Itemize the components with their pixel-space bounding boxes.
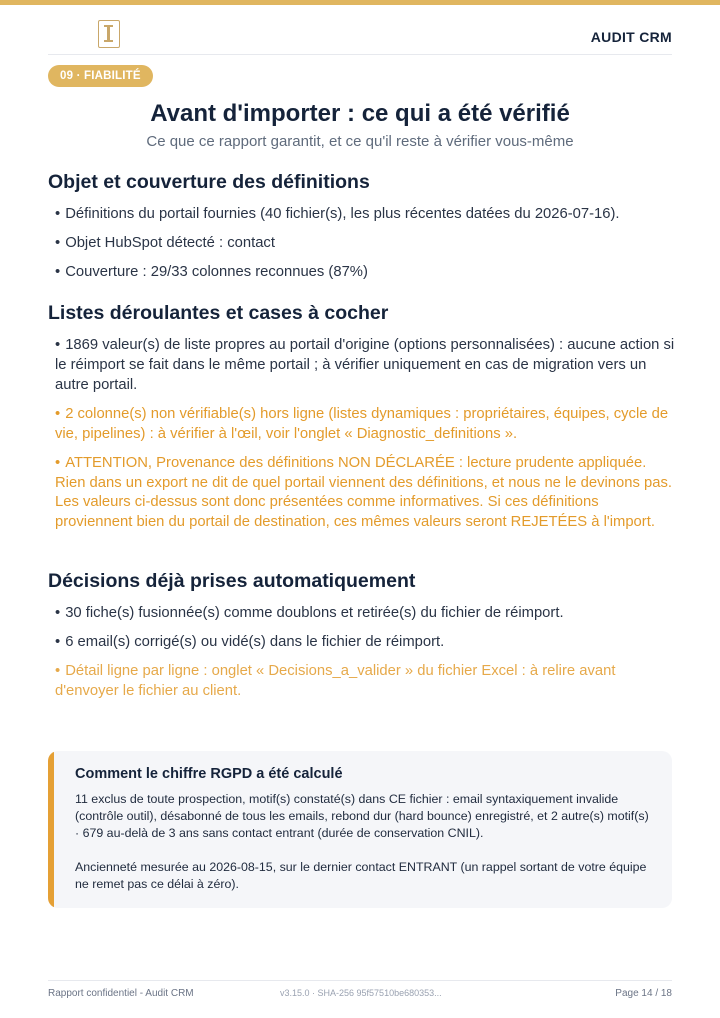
bullet-list bbox=[48, 336, 678, 533]
note-item: • Détail ligne par ligne : onglet « Decisions_a_valider » du fichier Excel : à relire avant d'envoyer le fichier au client. bbox=[55, 663, 616, 700]
pillar-logo-icon bbox=[98, 20, 120, 48]
section-heading: Objet et couverture des définitions bbox=[48, 171, 370, 193]
list-item: • Couverture : 29/33 colonnes reconnues (87%) bbox=[55, 264, 368, 281]
report-header bbox=[48, 18, 672, 55]
footer-version: v3.15.0 · SHA-256 95f57510be680353... bbox=[280, 988, 442, 998]
section-heading: Listes déroulantes et cases à cocher bbox=[48, 302, 389, 324]
section-automatic-decisions bbox=[48, 570, 678, 711]
list-item: • 30 fiche(s) fusionnée(s) comme doublons et retirée(s) du fichier de réimport. bbox=[55, 605, 564, 621]
info-box-paragraph: Ancienneté mesurée au 2026-08-15, sur le dernier contact ENTRANT (un rappel sortant de votre équipe ne remet pas ce délai à zéro). bbox=[75, 860, 647, 891]
header-title: AUDIT CRM bbox=[590, 29, 672, 45]
info-box-accent bbox=[48, 751, 54, 908]
section-badge: 09 · FIABILITÉ bbox=[48, 65, 153, 87]
top-accent-bar bbox=[0, 0, 720, 5]
section-picklists bbox=[48, 302, 678, 542]
list-item: • Définitions du portail fournies (40 fichier(s), les plus récentes datées du 2026-07-16). bbox=[55, 206, 620, 222]
page-number: Page 14 / 18 bbox=[615, 988, 672, 999]
page-title: Avant d'importer : ce qui a été vérifié bbox=[150, 100, 570, 127]
list-item: • Objet HubSpot détecté : contact bbox=[55, 235, 275, 252]
section-coverage bbox=[48, 171, 678, 293]
list-item: • 1869 valeur(s) de liste propres au portail d'origine (options personnalisées) : aucune action si le réimport se fait dans le même portail ; à vérifier uniquement en cas de migration vers un autre portail. bbox=[55, 337, 675, 393]
info-box-title: Comment le chiffre RGPD a été calculé bbox=[75, 766, 343, 782]
bullet-list bbox=[48, 604, 678, 702]
bullet-list bbox=[48, 205, 678, 283]
footer-confidential: Rapport confidentiel - Audit CRM bbox=[48, 988, 194, 999]
section-heading: Décisions déjà prises automatiquement bbox=[48, 570, 416, 592]
rgpd-info-box bbox=[48, 751, 672, 908]
warning-item: • ATTENTION, Provenance des définitions NON DÉCLARÉE : lecture prudente appliquée. Rien dans un export ne dit de quel portail viennent des définitions, et nous ne le devinons pas. Les valeurs ci-dessus sont donc présentées comme informatives. Si ces définitions proviennent bien du portail de destination, ces mêmes valeurs seront REJETÉES à l'import. bbox=[55, 454, 672, 531]
page-subtitle: Ce que ce rapport garantit, et ce qu'il reste à vérifier vous-même bbox=[146, 133, 574, 150]
list-item: • 6 email(s) corrigé(s) ou vidé(s) dans le fichier de réimport. bbox=[55, 634, 445, 651]
warning-item: • 2 colonne(s) non vérifiable(s) hors ligne (listes dynamiques : propriétaires, équipes, cycle de vie, pipelines) : à vérifier à l'œil, voir l'onglet « Diagnostic_definitions ». bbox=[55, 405, 669, 442]
info-box-paragraph: 11 exclus de toute prospection, motif(s) constaté(s) dans CE fichier : email syntaxiquement invalide (contrôle outil), désabonné de tous les emails, rebond dur (hard bounce) enregistré, et 2 autre(s) motif(s) · 679 au-delà de 3 ans sans contact entrant (durée de conservation CNIL). bbox=[75, 792, 649, 840]
page-footer bbox=[48, 980, 672, 1004]
